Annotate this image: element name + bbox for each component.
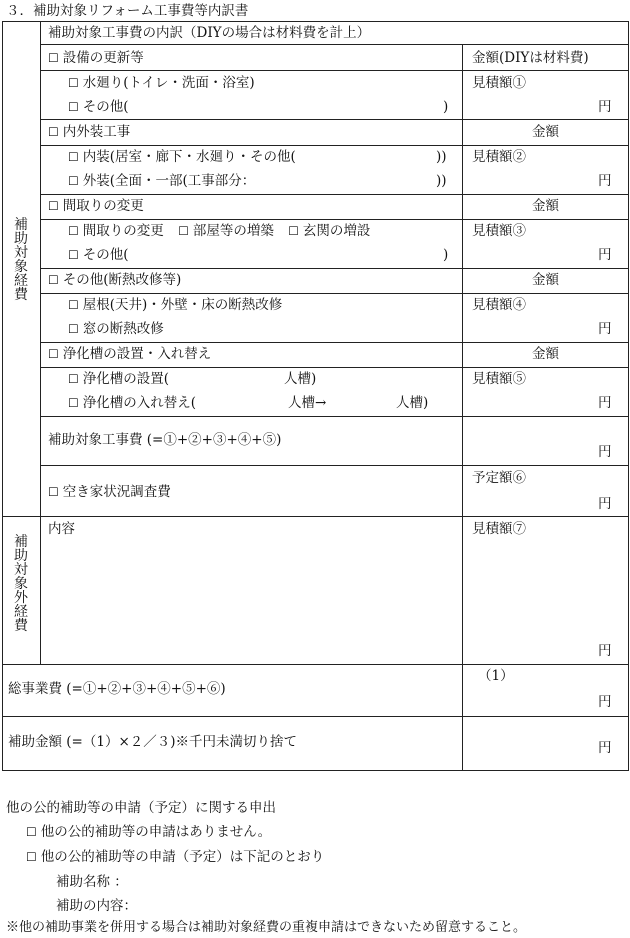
checkbox-equip-water[interactable]: ☐ xyxy=(68,76,79,90)
septic-replace-mid: 人槽→ xyxy=(288,395,327,411)
other-subsidy-heading: 他の公的補助等の申請（予定）に関する申出 xyxy=(6,800,276,816)
layout-yen: 円 xyxy=(598,247,612,263)
breakdown-header: 補助対象工事費の内訳（DIYの場合は材料費を計上） xyxy=(48,25,371,41)
septic-replace-unit: 人槽) xyxy=(396,395,429,411)
checkbox-insulation[interactable]: ☐ xyxy=(48,273,59,287)
subsidy-amount-yen: 円 xyxy=(598,740,612,756)
checkbox-survey[interactable]: ☐ xyxy=(48,485,59,499)
table-border-left xyxy=(2,21,3,770)
insulation-item-window: ☐ 窓の断熱改修 xyxy=(68,321,164,337)
checkbox-no-other-subsidy[interactable]: ☐ xyxy=(26,825,37,839)
equip-category-row xyxy=(48,52,144,66)
subsidy-name-label: 補助名称 ： xyxy=(56,874,128,890)
total-label: 総事業費 (=①+②+③+④+⑤+⑥) xyxy=(8,681,226,697)
equip-item-other: ☐ その他( xyxy=(68,99,129,115)
checkbox-layout[interactable]: ☐ xyxy=(48,199,59,213)
interior-item-outer: ☐ 外装(全面・一部(工事部分： xyxy=(68,173,256,189)
side-label-subsidized: 補助対象経費 xyxy=(14,217,28,303)
septic-yen: 円 xyxy=(598,395,612,411)
checkbox-septic[interactable]: ☐ xyxy=(48,347,59,361)
equip-item-water: ☐ 水廻り(トイレ・洗面・浴室) xyxy=(68,75,255,91)
interior-category-row: ☐ 内外装工事 xyxy=(48,124,131,140)
checkbox-interior-outer[interactable]: ☐ xyxy=(68,174,79,188)
survey-planned-label: 予定額⑥ xyxy=(472,470,526,486)
subsidy-content-label: 補助の内容： xyxy=(56,898,137,914)
other-subsidy-option-planned: ☐ 他の公的補助等の申請（予定）は下記のとおり xyxy=(26,849,325,865)
total-marker: （1） xyxy=(478,668,514,684)
checkbox-other-subsidy-planned[interactable]: ☐ xyxy=(26,850,37,864)
subsidy-cost-label: 補助対象工事費 (=①+②+③+④+⑤) xyxy=(48,432,282,448)
side-label-non-subsidized: 補助対象外経費 xyxy=(14,534,28,634)
septic-category-row: ☐ 浄化槽の設置・入れ替え xyxy=(48,346,212,362)
equip-amount-header: 金額(DIYは材料費) xyxy=(472,50,589,66)
other-subsidy-option-none: ☐ 他の公的補助等の申請はありません。 xyxy=(26,824,272,840)
interior-estimate-label: 見積額② xyxy=(472,149,526,165)
checkbox-septic-replace[interactable]: ☐ xyxy=(68,396,79,410)
checkbox-interior[interactable]: ☐ xyxy=(48,125,59,139)
non-subsidized-estimate-label: 見積額⑦ xyxy=(472,521,526,537)
table-border-right xyxy=(628,21,629,770)
interior-yen: 円 xyxy=(598,173,612,189)
checkbox-insulation-window[interactable]: ☐ xyxy=(68,322,79,336)
non-subsidized-yen: 円 xyxy=(598,643,612,659)
survey-yen: 円 xyxy=(598,496,612,512)
layout-amount-header: 金額 xyxy=(532,198,559,214)
subsidy-cost-yen: 円 xyxy=(598,444,612,460)
amount-column-divider xyxy=(462,44,463,770)
septic-install-unit: 人槽) xyxy=(284,371,317,387)
section-title: ３．補助対象リフォーム工事費等内訳書 xyxy=(6,3,249,19)
total-yen: 円 xyxy=(598,694,612,710)
interior-item-inner: ☐ 内装(居室・廊下・水廻り・その他( xyxy=(68,149,296,165)
layout-category-row: ☐ 間取りの変更 xyxy=(48,198,144,214)
equip-yen: 円 xyxy=(598,99,612,115)
septic-item-replace: ☐ 浄化槽の入れ替え( xyxy=(68,395,197,411)
survey-row: ☐ 空き家状況調査費 xyxy=(48,484,171,500)
subsidy-amount-label: 補助金額 (=（1）×２／３)※千円未満切り捨て xyxy=(8,734,298,750)
layout-item-other: ☐ その他( xyxy=(68,247,129,263)
layout-options-row: ☐ 間取りの変更 ☐ 部屋等の増築 ☐ 玄関の増設 xyxy=(68,223,371,239)
insulation-amount-header: 金額 xyxy=(532,272,559,288)
septic-amount-header: 金額 xyxy=(532,346,559,362)
insulation-estimate-label: 見積額④ xyxy=(472,297,526,313)
insulation-item-roof: ☐ 屋根(天井)・外壁・床の断熱改修 xyxy=(68,297,283,313)
checkbox-equip[interactable]: ☐ xyxy=(48,51,59,65)
checkbox-layout-extension[interactable]: ☐ xyxy=(178,224,189,238)
checkbox-layout-change[interactable]: ☐ xyxy=(68,224,79,238)
checkbox-layout-entrance[interactable]: ☐ xyxy=(288,224,299,238)
interior-outer-close: )) xyxy=(436,173,447,189)
checkbox-equip-other[interactable]: ☐ xyxy=(68,100,79,114)
checkbox-septic-install[interactable]: ☐ xyxy=(68,372,79,386)
checkbox-layout-other[interactable]: ☐ xyxy=(68,248,79,262)
checkbox-interior-inner[interactable]: ☐ xyxy=(68,150,79,164)
layout-other-close: ) xyxy=(443,247,449,263)
septic-estimate-label: 見積額⑤ xyxy=(472,371,526,387)
interior-inner-close: )) xyxy=(436,149,447,165)
equip-estimate-label: 見積額① xyxy=(472,75,526,91)
septic-item-install: ☐ 浄化槽の設置( xyxy=(68,371,170,387)
insulation-category-row: ☐ その他(断熱改修等) xyxy=(48,272,182,288)
layout-estimate-label: 見積額③ xyxy=(472,223,526,239)
insulation-yen: 円 xyxy=(598,321,612,337)
checkbox-insulation-roof[interactable]: ☐ xyxy=(68,298,79,312)
duplicate-application-note: ※他の補助事業を併用する場合は補助対象経費の重複申請はできないため留意すること。 xyxy=(6,920,527,935)
interior-amount-header: 金額 xyxy=(532,124,559,140)
equip-other-close: ) xyxy=(443,99,449,115)
non-subsidized-content-label: 内容 xyxy=(48,521,75,537)
equip-label: 設備の更新等 xyxy=(62,50,144,66)
